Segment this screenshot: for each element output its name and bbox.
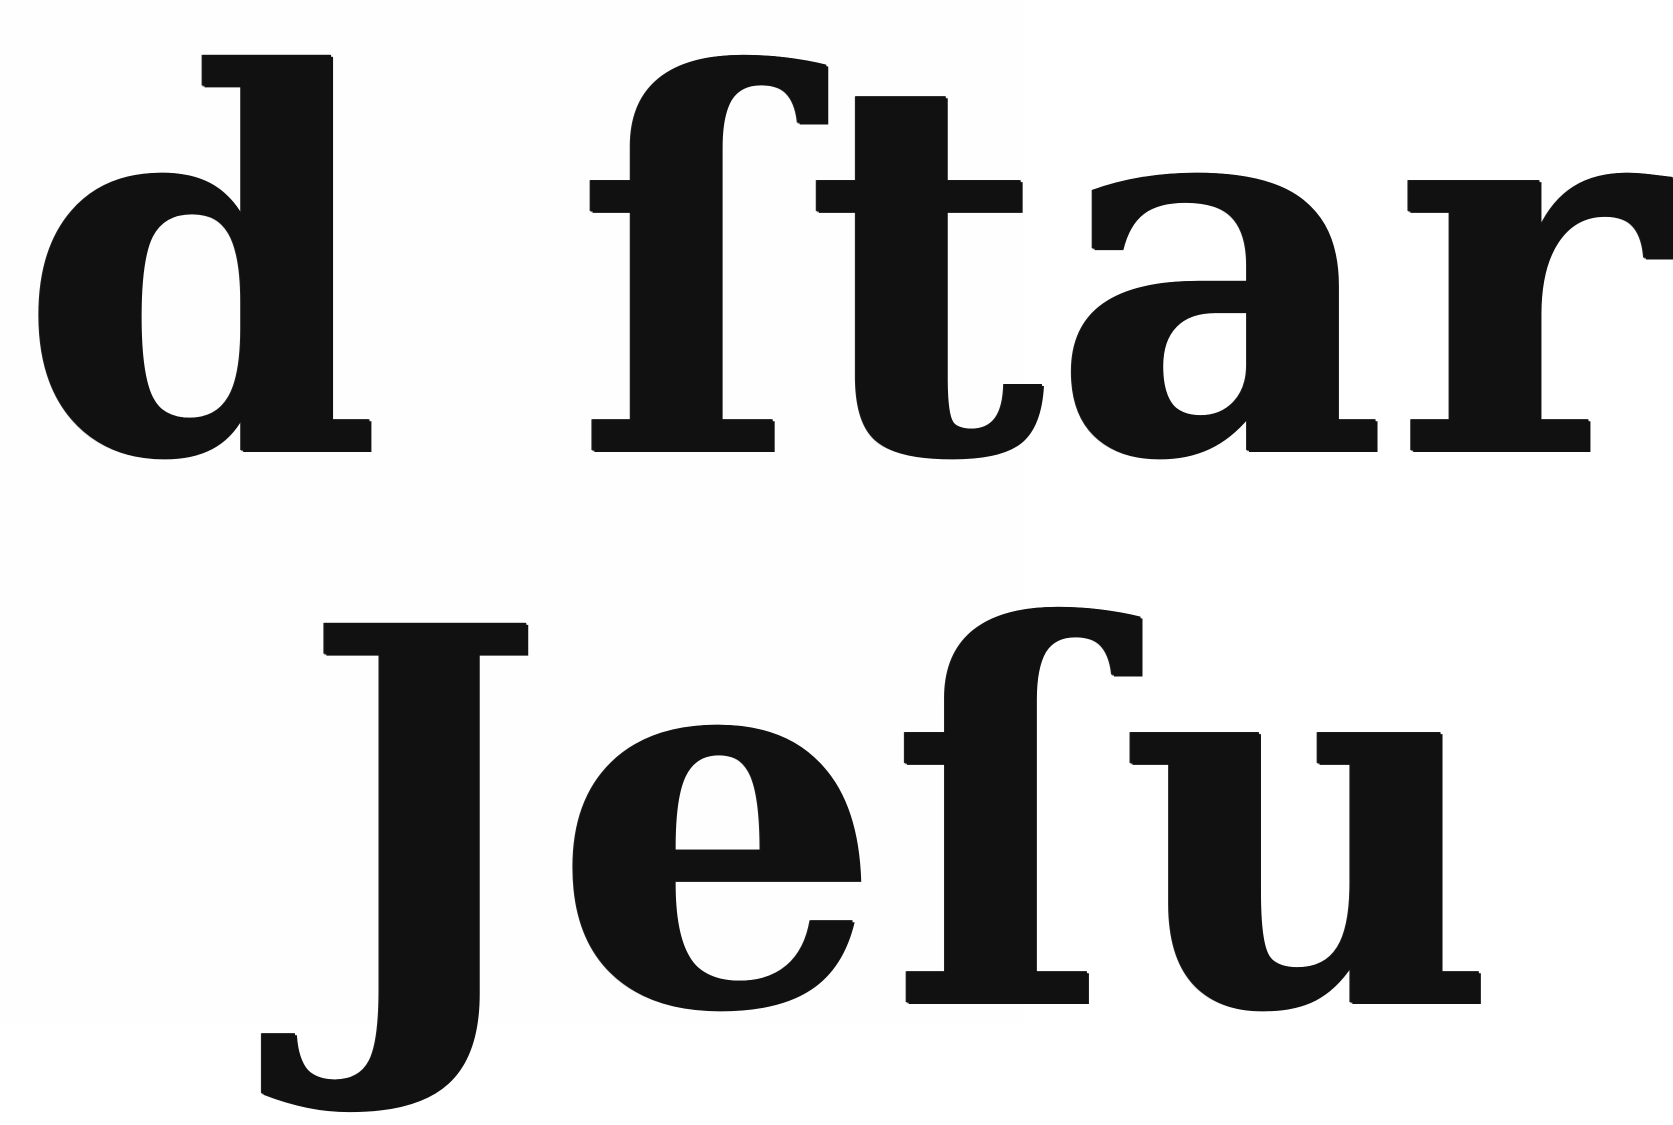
text-line-1: d ſtar (18, 0, 1673, 573)
text-line-2: Jeſu (300, 514, 1503, 1125)
